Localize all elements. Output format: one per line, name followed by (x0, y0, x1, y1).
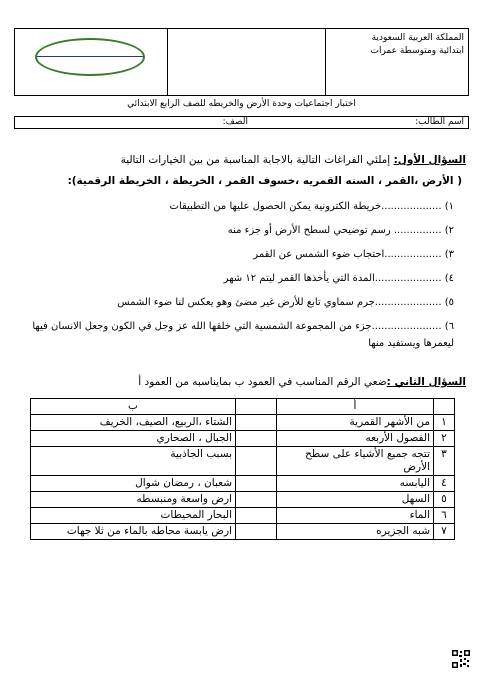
col-a-cell: الماء (277, 508, 434, 524)
q1-heading (121, 154, 466, 166)
q1-item-continuation: ليعمرها ويستفيد منها (368, 338, 454, 349)
answer-cell[interactable] (236, 476, 277, 492)
col-a-cell: تتجه جميع الأشياء على سطح الأرض (277, 447, 434, 476)
table-row: ٧ شبه الجزيره ارض يابسة محاطه بالماء من ثلا جهات (31, 524, 455, 540)
q1-item: ٤) .....................المدة التي يأخذها القمر ليتم ١٢ شهر (223, 273, 454, 284)
col-b-cell: بسبب الجاذبية (31, 447, 236, 476)
col-a-cell: اليابسه (277, 476, 434, 492)
table-row: ٤ اليابسه شعبان ، رمضان شوال (31, 476, 455, 492)
q2-heading (138, 376, 466, 388)
table-row: ٣ تتجه جميع الأشياء على سطح الأرض بسبب الجاذبية (31, 447, 455, 476)
q2-instruction: ضعي الرقم المناسب في العمود ب بمايناسبه من العمود أ (138, 376, 387, 388)
qr-code-icon (452, 650, 470, 668)
q1-choices: ( الأرض ،القمر ، السنه القمريه ،خسوف القمر ، الخريطة ، الخريطة الرقمية): (67, 175, 462, 187)
answer-cell[interactable] (236, 508, 277, 524)
answer-cell[interactable] (236, 447, 277, 476)
q1-item: ٦) ......................جزء من المجموعة الشمسية التي خلقها الله عز وجل في الكون وجعل الانسان فيها (32, 321, 454, 332)
student-row (14, 116, 469, 129)
q2-title: السؤال الثاني : (386, 376, 466, 388)
student-name-label: اسم الطالب: (415, 117, 464, 127)
answer-cell[interactable] (236, 415, 277, 431)
col-a-cell: من الأشهر القمرية (277, 415, 434, 431)
col-b-cell: شعبان ، رمضان شوال (31, 476, 236, 492)
exam-title: اختبار اجتماعيات وحدة الأرض والخريطه للصف الرابع الابتدائي (127, 99, 356, 109)
table-row: ٦ الماء البحار المحيطات (31, 508, 455, 524)
col-a-cell: السهل (277, 492, 434, 508)
col-a-cell: شبه الجزيره (277, 524, 434, 540)
answer-cell[interactable] (236, 524, 277, 540)
logo-cell (15, 29, 168, 96)
q1-items (14, 200, 454, 351)
col-b-cell: الجبال ، الصحاري (31, 431, 236, 447)
logo-line (37, 56, 143, 57)
col-a-header: أ (277, 399, 434, 415)
table-row: ٥ السهل ارض واسعة ومنبسطه (31, 492, 455, 508)
table-row: ١ من الأشهر القمرية الشتاء ،الربيع، الصيف، الخريف (31, 415, 455, 431)
matching-table (30, 398, 455, 540)
col-b-cell: ارض يابسة محاطه بالماء من ثلا جهات (31, 524, 236, 540)
col-b-cell: ارض واسعة ومنبسطه (31, 492, 236, 508)
q1-item: ١) ...................خريطة الكترونية يمكن الحصول عليها من التطبيقات (169, 201, 454, 212)
q1-item: ٣) ..................احتجاب ضوء الشمس عن القمر (253, 249, 454, 260)
answer-cell[interactable] (236, 492, 277, 508)
school-line2: ابتدائية ومتوسطة عمرات (370, 46, 464, 56)
col-b-cell: الشتاء ،الربيع، الصيف، الخريف (31, 415, 236, 431)
header-num-cell (434, 399, 455, 415)
class-label: الصف: (222, 117, 248, 127)
table-row: ٢ الفصول الأربعه الجبال ، الصحاري (31, 431, 455, 447)
answer-cell[interactable] (236, 431, 277, 447)
school-line1: المملكة العربية السعودية (371, 33, 464, 43)
gap-header-cell (236, 399, 277, 415)
header-table (14, 28, 469, 96)
table-header-row (31, 399, 455, 415)
q1-title: السؤال الأول: (393, 154, 466, 166)
school-cell (326, 29, 469, 96)
col-a-cell: الفصول الأربعه (277, 431, 434, 447)
middle-cell (168, 29, 326, 96)
logo-ellipse-icon (35, 38, 145, 76)
q1-item: ٥) .....................جرم سماوي تابع للأرض غير مضئ وهو يعكس لنا ضوء الشمس (117, 297, 454, 308)
col-b-header: ب (31, 399, 236, 415)
q1-instruction: إملئي الفراغات التالية بالاجابة المناسبة من بين الخيارات التالية (120, 154, 391, 166)
q1-item: ٢) ............... رسم توضيحي لسطح الأرض أو جزء منه (227, 225, 454, 236)
col-b-cell: البحار المحيطات (31, 508, 236, 524)
